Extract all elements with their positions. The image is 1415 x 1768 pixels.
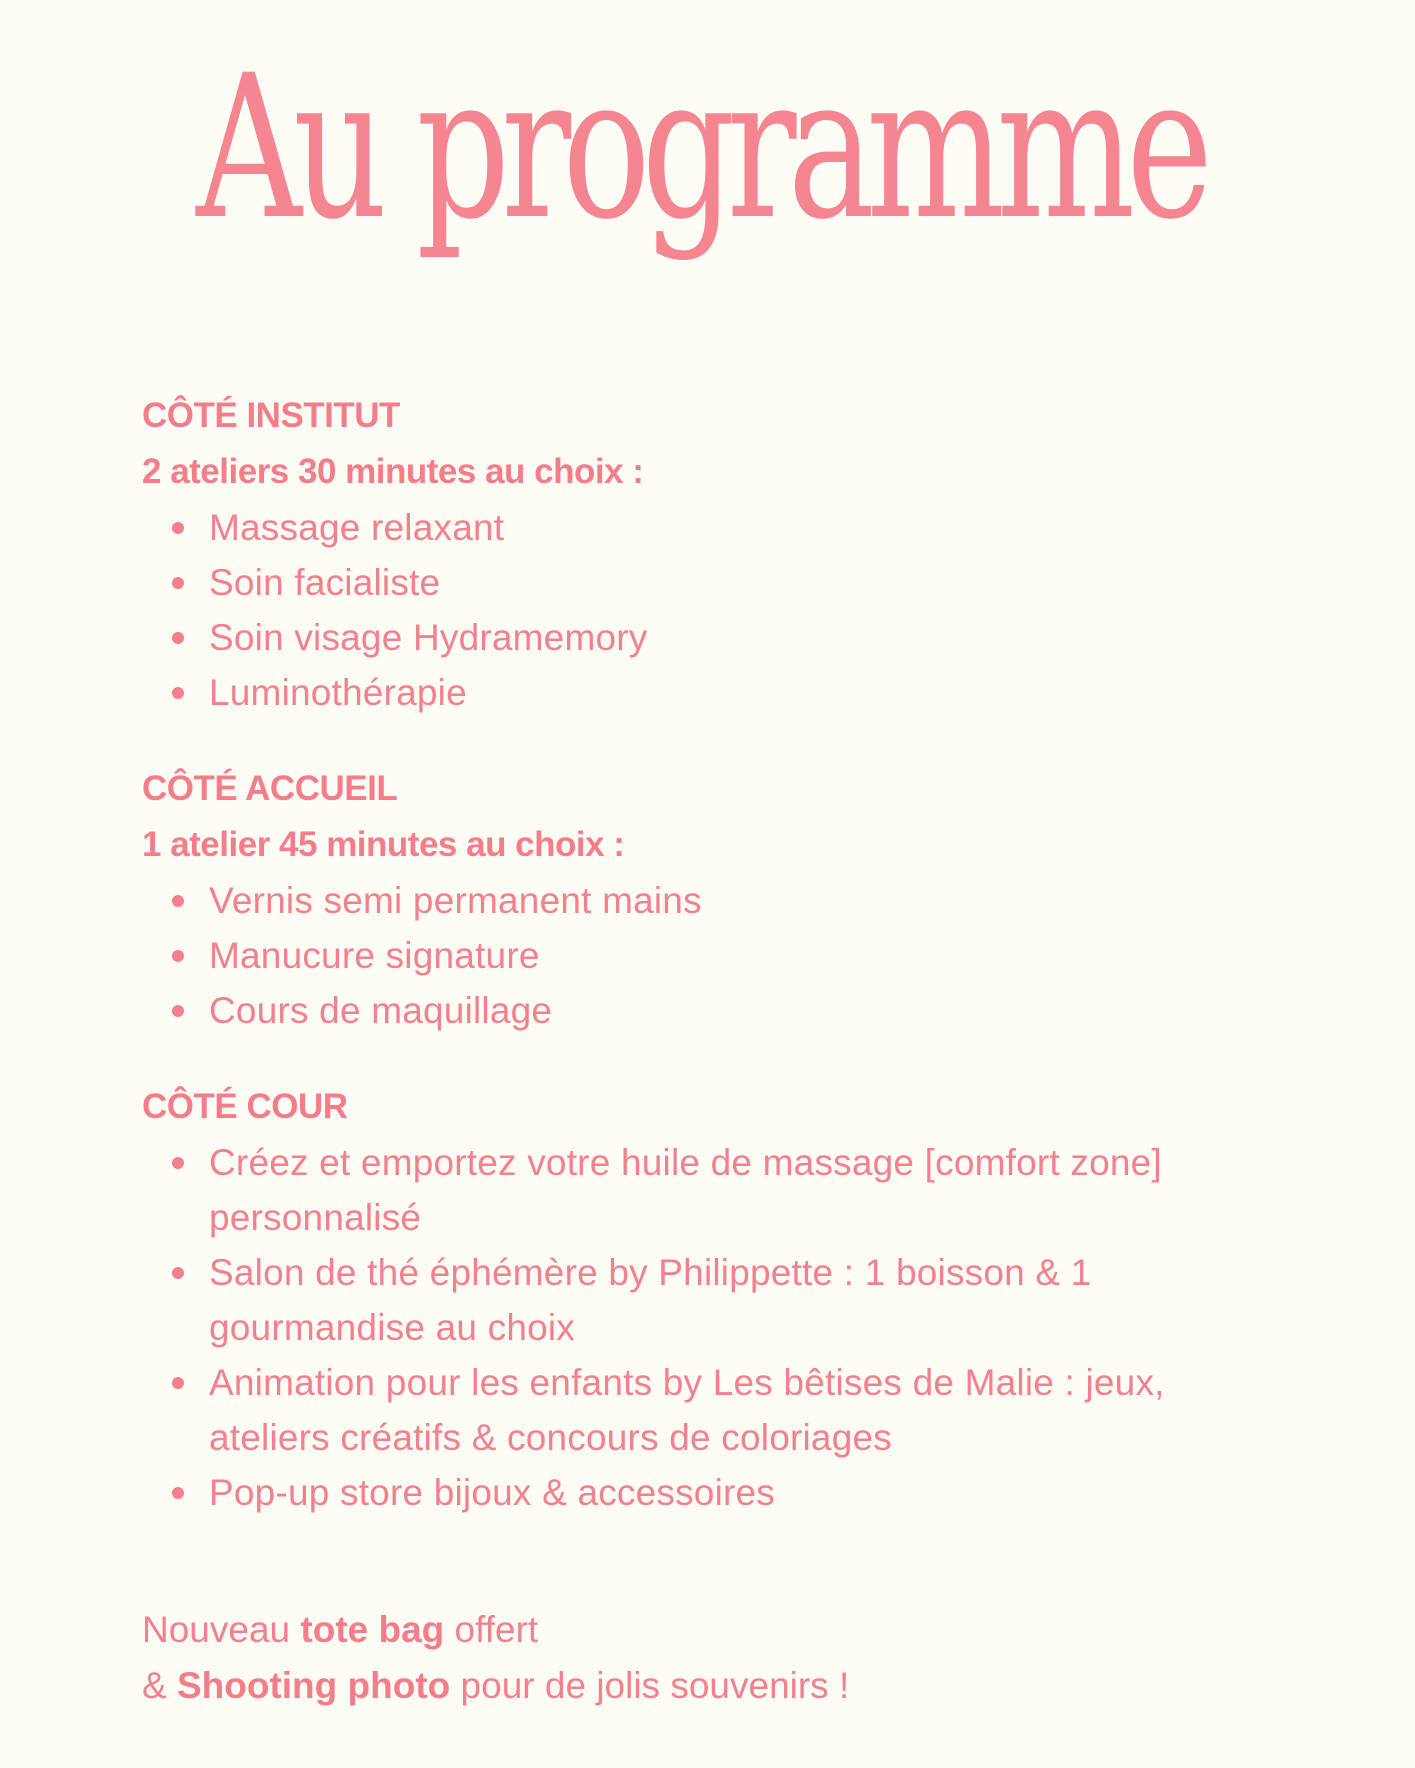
bullet-icon: [172, 1267, 184, 1279]
list-item-label: Manucure signature: [209, 935, 540, 976]
section-heading: CÔTÉ INSTITUT: [142, 396, 400, 435]
section-heading: CÔTÉ ACCUEIL: [142, 769, 398, 808]
list-item-label: Soin facialiste: [209, 562, 441, 603]
list-item: [142, 555, 1282, 610]
section-cote-accueil: [142, 761, 1282, 1038]
activity-list: [142, 873, 1282, 1038]
footer-text: Nouveau: [142, 1609, 301, 1650]
list-item-label: Pop-up store bijoux & accessoires: [209, 1472, 775, 1513]
program-content: [142, 388, 1282, 1561]
list-item: [142, 873, 1282, 928]
list-item-label: Créez et emportez votre huile de massage [comfort zone] personnalisé: [209, 1142, 1162, 1238]
section-heading: CÔTÉ COUR: [142, 1087, 348, 1126]
footer-text: &: [142, 1665, 177, 1706]
list-item: [142, 928, 1282, 983]
bullet-icon: [172, 687, 184, 699]
footer-line-tote-bag: [142, 1602, 1282, 1658]
list-item-label: Massage relaxant: [209, 507, 505, 548]
list-item: [142, 665, 1282, 720]
list-item: [142, 1245, 1282, 1355]
bullet-icon: [172, 522, 184, 534]
section-subheading: 2 ateliers 30 minutes au choix :: [142, 452, 644, 491]
list-item-label: Animation pour les enfants by Les bêtises de Malie : jeux, ateliers créatifs & concours de coloriages: [209, 1362, 1165, 1458]
bullet-icon: [172, 632, 184, 644]
list-item-label: Cours de maquillage: [209, 990, 553, 1031]
bullet-icon: [172, 1487, 184, 1499]
list-item-label: Luminothérapie: [209, 672, 467, 713]
bullet-icon: [172, 1005, 184, 1017]
list-item: [142, 500, 1282, 555]
page-title: Au programme: [196, 32, 1205, 263]
bullet-icon: [172, 577, 184, 589]
list-item: [142, 1465, 1282, 1520]
footer-text: offert: [444, 1609, 539, 1650]
activity-list: [142, 1135, 1282, 1520]
footer-note: [142, 1602, 1282, 1714]
list-item-label: Salon de thé éphémère by Philippette : 1 boisson & 1 gourmandise au choix: [209, 1252, 1092, 1348]
section-cote-institut: [142, 388, 1282, 720]
footer-text: pour de jolis souvenirs !: [450, 1665, 850, 1706]
bullet-icon: [172, 895, 184, 907]
section-cote-cour: [142, 1079, 1282, 1520]
activity-list: [142, 500, 1282, 720]
list-item-label: Soin visage Hydramemory: [209, 617, 648, 658]
section-subheading: 1 atelier 45 minutes au choix :: [142, 825, 625, 864]
footer-line-shooting: [142, 1658, 1282, 1714]
list-item-label: Vernis semi permanent mains: [209, 880, 702, 921]
bullet-icon: [172, 1157, 184, 1169]
footer-emphasis: Shooting photo: [176, 1665, 451, 1706]
list-item: [142, 1135, 1282, 1245]
footer-emphasis: tote bag: [300, 1609, 445, 1650]
bullet-icon: [172, 1377, 184, 1389]
list-item: [142, 1355, 1282, 1465]
bullet-icon: [172, 950, 184, 962]
list-item: [142, 610, 1282, 665]
list-item: [142, 983, 1282, 1038]
